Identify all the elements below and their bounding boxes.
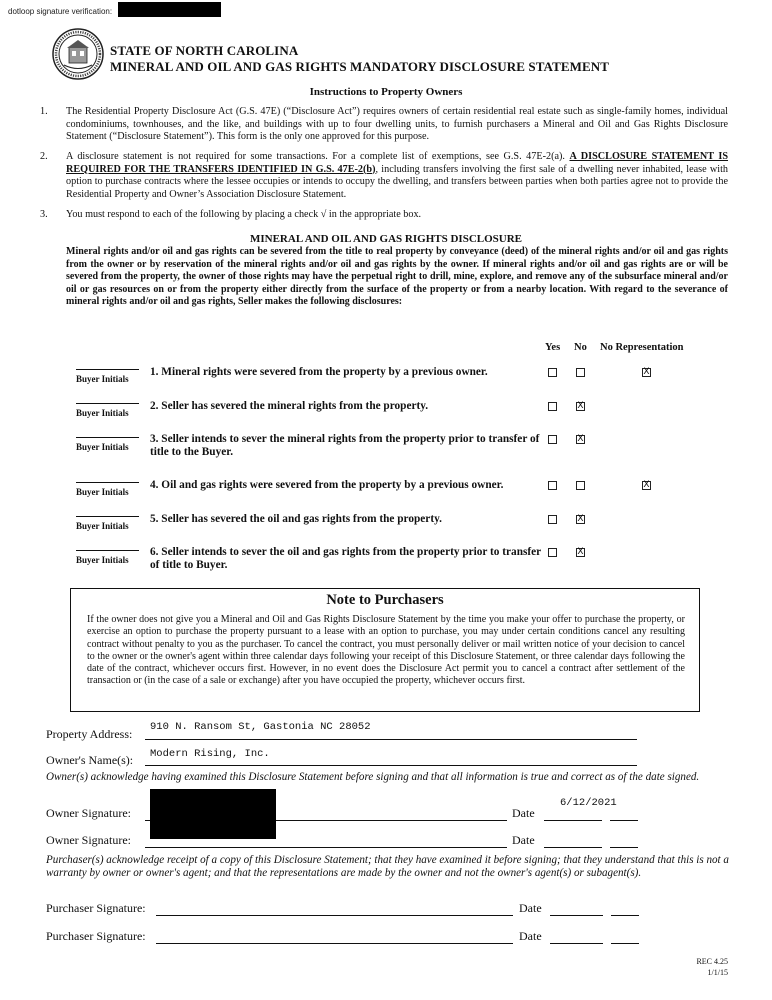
year-line: [610, 847, 638, 848]
question-text: 3. Seller intends to sever the mineral rights from the property prior to transfer of title to the Buyer.: [150, 433, 540, 458]
yes-checkbox[interactable]: [548, 515, 557, 524]
date-label: Date: [512, 833, 535, 847]
date-line[interactable]: [544, 847, 602, 848]
yes-checkbox[interactable]: [548, 435, 557, 444]
instruction-emphasis: A DISCLOSURE STATEMENT IS REQUIRED FOR THE TRANSFERS IDENTIFIED IN G.S. 47E-2(b): [66, 151, 729, 175]
no-checkbox[interactable]: X: [577, 401, 584, 411]
no-checkbox[interactable]: [576, 481, 585, 490]
year-line: [611, 943, 639, 944]
purchaser-signature-label: Purchaser Signature:: [46, 901, 146, 915]
question-text: 6. Seller intends to sever the oil and gas rights from the property prior to transfer of title to Buyer.: [150, 546, 541, 571]
yes-checkbox[interactable]: [548, 481, 557, 490]
no-checkbox[interactable]: X: [577, 547, 584, 557]
question-text: 4. Oil and gas rights were severed from the property by a previous owner.: [150, 479, 504, 491]
buyer-initials-label: Buyer Initials: [76, 442, 129, 452]
form-title: MINERAL AND OIL AND GAS RIGHTS MANDATORY DISCLOSURE STATEMENT: [110, 59, 610, 74]
owner-signature-date-value[interactable]: 6/12/2021: [560, 797, 617, 809]
buyer-initials-label: Buyer Initials: [76, 521, 129, 531]
owner-names-label: Owner's Name(s):: [46, 753, 134, 767]
column-yes: Yes: [545, 342, 561, 353]
form-date: 1/1/15: [707, 968, 728, 977]
owner-signature-line[interactable]: [145, 847, 507, 848]
state-heading: STATE OF NORTH CAROLINA: [110, 43, 299, 58]
verification-redaction: [118, 2, 221, 17]
disclosure-body: Mineral rights and/or oil and gas rights can be severed from the title to real property by conveyance (deed) of the mineral rights and/or oil and gas rights from the owner or by reservation of the mineral rights and/or oil and gas rights by the owner. If mineral rights and/or oil and gas rights are or will be severed from the property, the owner of those rights may have the perpetual right to drill, mine, explore, and remove any of the subsurface mineral and/or oil or gas resources on or from the property either directly from the surface of the property or from a nearby location. With regard to the severance of mineral rights and/or oil and gas rights, Seller makes the following disclosures:: [66, 246, 728, 307]
question-text: 1. Mineral rights were severed from the property by a previous owner.: [150, 366, 488, 378]
date-label: Date: [519, 929, 542, 943]
buyer-initials-line[interactable]: [76, 437, 139, 438]
property-address-value[interactable]: 910 N. Ransom St, Gastonia NC 28052: [150, 721, 371, 733]
instruction-number: 1.: [40, 106, 48, 117]
no-checkbox[interactable]: [576, 368, 585, 377]
no-checkbox[interactable]: X: [577, 434, 584, 444]
owner-signature-label: Owner Signature:: [46, 833, 131, 847]
form-code: REC 4.25: [696, 957, 728, 966]
year-line: [610, 820, 638, 821]
instruction-item: [66, 151, 728, 201]
buyer-initials-label: Buyer Initials: [76, 408, 129, 418]
buyer-initials-line[interactable]: [76, 369, 139, 370]
purchaser-signature-label: Purchaser Signature:: [46, 929, 146, 943]
owner-signature-label: Owner Signature:: [46, 806, 131, 820]
owner-names-line: [145, 765, 637, 766]
purchaser-signature-line[interactable]: [156, 915, 513, 916]
question-text: 5. Seller has severed the oil and gas rights from the property.: [150, 513, 442, 525]
instruction-number: 3.: [40, 209, 48, 220]
owner-signature-redaction: [150, 789, 276, 839]
column-no: No: [574, 342, 587, 353]
owner-acknowledgment: Owner(s) acknowledge having examined this Disclosure Statement before signing and that all information is true and correct as of the date signed.: [46, 771, 700, 783]
property-address-line: [145, 739, 637, 740]
yes-checkbox[interactable]: [548, 548, 557, 557]
purchaser-acknowledgment: Purchaser(s) acknowledge receipt of a copy of this Disclosure Statement; that they have examined it before signing; that they understand that this is not a warranty by owner or owner's agent; and that the representations are made by the owner and not the owner's agent(s) or subagent(s).: [46, 854, 729, 879]
instruction-item: You must respond to each of the following by placing a check √ in the appropriate box.: [66, 209, 422, 220]
purchaser-signature-line[interactable]: [156, 943, 513, 944]
note-to-purchasers-box: [70, 588, 700, 712]
instruction-number: 2.: [40, 151, 48, 162]
property-address-label: Property Address:: [46, 727, 133, 741]
buyer-initials-line[interactable]: [76, 482, 139, 483]
buyer-initials-line[interactable]: [76, 516, 139, 517]
buyer-initials-line[interactable]: [76, 403, 139, 404]
no-checkbox[interactable]: X: [577, 514, 584, 524]
buyer-initials-line[interactable]: [76, 550, 139, 551]
buyer-initials-label: Buyer Initials: [76, 374, 129, 384]
buyer-initials-label: Buyer Initials: [76, 487, 129, 497]
instruction-item: The Residential Property Disclosure Act (G.S. 47E) (“Disclosure Act”) requires owners of certain residential real estate such as single-family homes, individual condominiums, townhouses, and the like, and buildings with up to four dwelling units, to furnish purchasers a Mineral and Oil and Gas Rights Disclosure Statement (“Disclosure Statement”). This form is the only one approved for this purpose.: [66, 106, 728, 143]
yes-checkbox[interactable]: [548, 402, 557, 411]
no-representation-checkbox[interactable]: X: [643, 480, 650, 490]
date-line[interactable]: [550, 943, 603, 944]
instructions-title: Instructions to Property Owners: [309, 86, 463, 98]
note-body: If the owner does not give you a Mineral and Oil and Gas Rights Disclosure Statement by the time you make your offer to purchase the property, or exercise an option to purchase the property pursuant to a lease with an option to purchase, you may under certain conditions cancel any resulting contract without penalty to you as the purchaser. To cancel the contract, you must personally deliver or mail written notice of your decision to cancel to the owner or the owner's agent within three calendar days following your receipt of this Disclosure Statement, or three calendar days following the date of the contract, whichever occurs first. However, in no event does the Disclosure Act permit you to cancel a contract after settlement of the transaction or (in the case of a sale or exchange) after you have occupied the property, whichever occurs first.: [87, 614, 685, 687]
instruction-text: A disclosure statement is not required for some transactions. For a complete list of exemptions, see G.S. 47E-2(a).: [66, 151, 570, 162]
no-representation-checkbox[interactable]: X: [643, 367, 650, 377]
date-line: [544, 820, 602, 821]
year-line: [611, 915, 639, 916]
buyer-initials-label: Buyer Initials: [76, 555, 129, 565]
date-line[interactable]: [550, 915, 603, 916]
instruction-text: , including transfers involving the first sale of a dwelling never inhabited, lease with option to purchase contracts where the lessee occupies or intends to occupy the dwelling, and transfers between parties when both parties agree not to provide the Residential Property and Owner’s Association Disclosure Statement.: [66, 163, 728, 200]
signature-verification-label: dotloop signature verification:: [8, 7, 113, 16]
note-title: Note to Purchasers: [326, 592, 444, 608]
date-label: Date: [519, 901, 542, 915]
column-no-representation: No Representation: [600, 342, 684, 353]
question-text: 2. Seller has severed the mineral rights from the property.: [150, 400, 429, 412]
disclosure-title: MINERAL AND OIL AND GAS RIGHTS DISCLOSURE: [249, 233, 522, 245]
owner-names-value[interactable]: Modern Rising, Inc.: [150, 748, 270, 760]
nc-real-estate-commission-seal-icon: [52, 28, 104, 80]
yes-checkbox[interactable]: [548, 368, 557, 377]
date-label: Date: [512, 806, 535, 820]
